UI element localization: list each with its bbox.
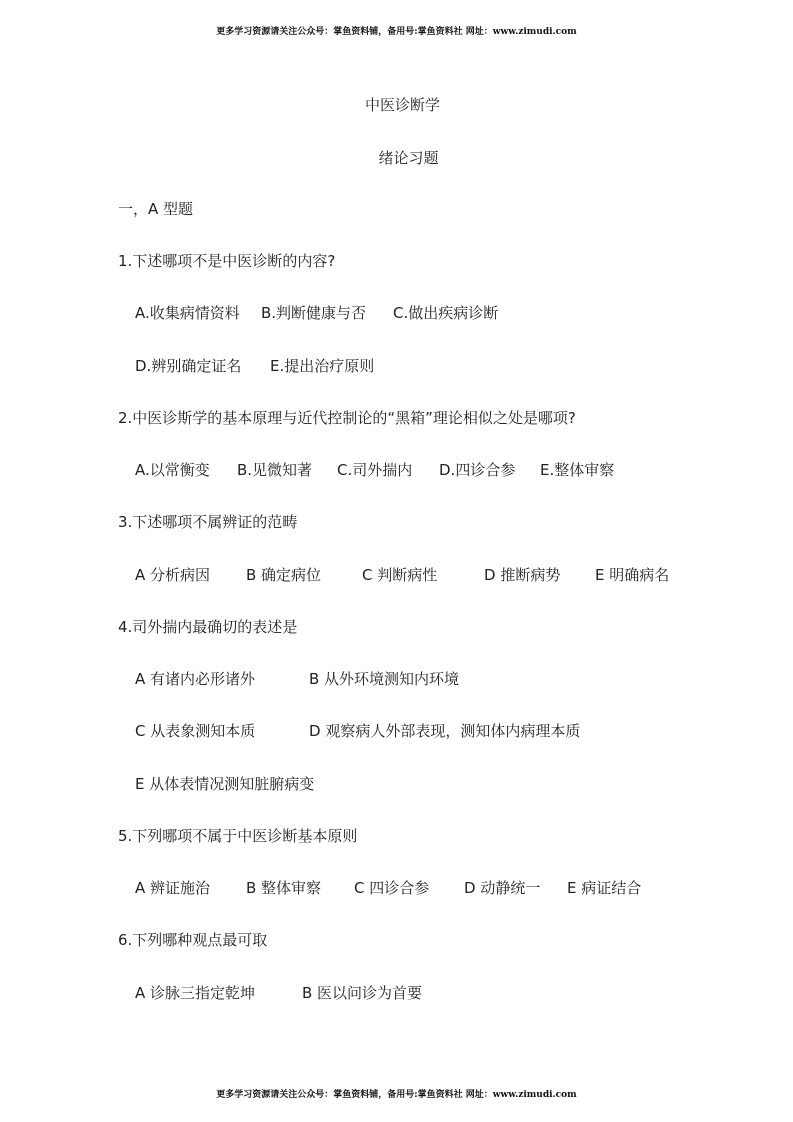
option: A 诊脉三指定乾坤 (135, 984, 256, 1002)
option: E.整体审察 (540, 461, 615, 479)
question-5-options-row-1 (135, 878, 641, 898)
question-4-options-row-3 (135, 774, 314, 794)
option: B 医以问诊为首要 (302, 984, 423, 1002)
question-6-options-row-1 (135, 983, 422, 1003)
question-4-options-row-1 (135, 669, 459, 689)
option: A.收集病情资料 (135, 304, 240, 322)
header-note: 更多学习资源请关注公众号：掌鱼资料铺，备用号:掌鱼资料社 网址：www.zimudi.com (216, 27, 577, 37)
option: C.做出疾病诊断 (393, 304, 499, 322)
option: E 从体表情况测知脏腑病变 (135, 775, 315, 793)
option: A.以常衡变 (135, 461, 210, 479)
question-stem-5: 5.下列哪项不属于中医诊断基本原则 (118, 827, 358, 845)
question-3-options-row-1 (135, 565, 669, 585)
option: D.辨别确定证名 (135, 357, 242, 375)
option: E 明确病名 (595, 566, 670, 584)
footer-note: 更多学习资源请关注公众号：掌鱼资料铺，备用号:掌鱼资料社 网址：www.zimudi.com (216, 1090, 577, 1100)
option: C 从表象测知本质 (135, 722, 256, 740)
option: B.判断健康与否 (261, 304, 367, 322)
document-title: 中医诊断学 (364, 96, 440, 114)
question-stem-1: 1.下述哪项不是中医诊断的内容? (118, 252, 336, 270)
question-1-options-row-2 (135, 356, 374, 376)
question-stem-6: 6.下列哪种观点最可取 (118, 931, 268, 949)
question-stem-4: 4.司外揣内最确切的表述是 (118, 618, 298, 636)
option: A 分析病因 (135, 566, 211, 584)
option: E 病证结合 (567, 879, 642, 897)
option: A 辨证施治 (135, 879, 211, 897)
option: B.见微知著 (237, 461, 313, 479)
option: D 动静统一 (464, 879, 541, 897)
option: C 四诊合参 (354, 879, 430, 897)
option: D 观察病人外部表现，测知体内病理本质 (309, 722, 581, 740)
option: B 从外环境测知内环境 (309, 670, 460, 688)
question-stem-3: 3.下述哪项不属辨证的范畴 (118, 513, 298, 531)
question-stem-2: 2.中医诊斯学的基本原理与近代控制论的“黑箱”理论相似之处是哪项? (118, 409, 576, 427)
option: A 有诸内必形诸外 (135, 670, 256, 688)
option: D.四诊合参 (439, 461, 516, 479)
section-heading: 一，A 型题 (118, 200, 194, 218)
option: C 判断病性 (362, 566, 438, 584)
option: B 确定病位 (246, 566, 322, 584)
option: B 整体审察 (246, 879, 322, 897)
question-1-options-row-1 (135, 303, 498, 323)
option: C.司外揣内 (337, 461, 413, 479)
question-4-options-row-2 (135, 721, 580, 741)
question-2-options-row-1 (135, 460, 614, 480)
option: E.提出治疗原则 (270, 357, 375, 375)
document-subtitle: 绪论习题 (378, 149, 439, 167)
option: D 推断病势 (484, 566, 561, 584)
